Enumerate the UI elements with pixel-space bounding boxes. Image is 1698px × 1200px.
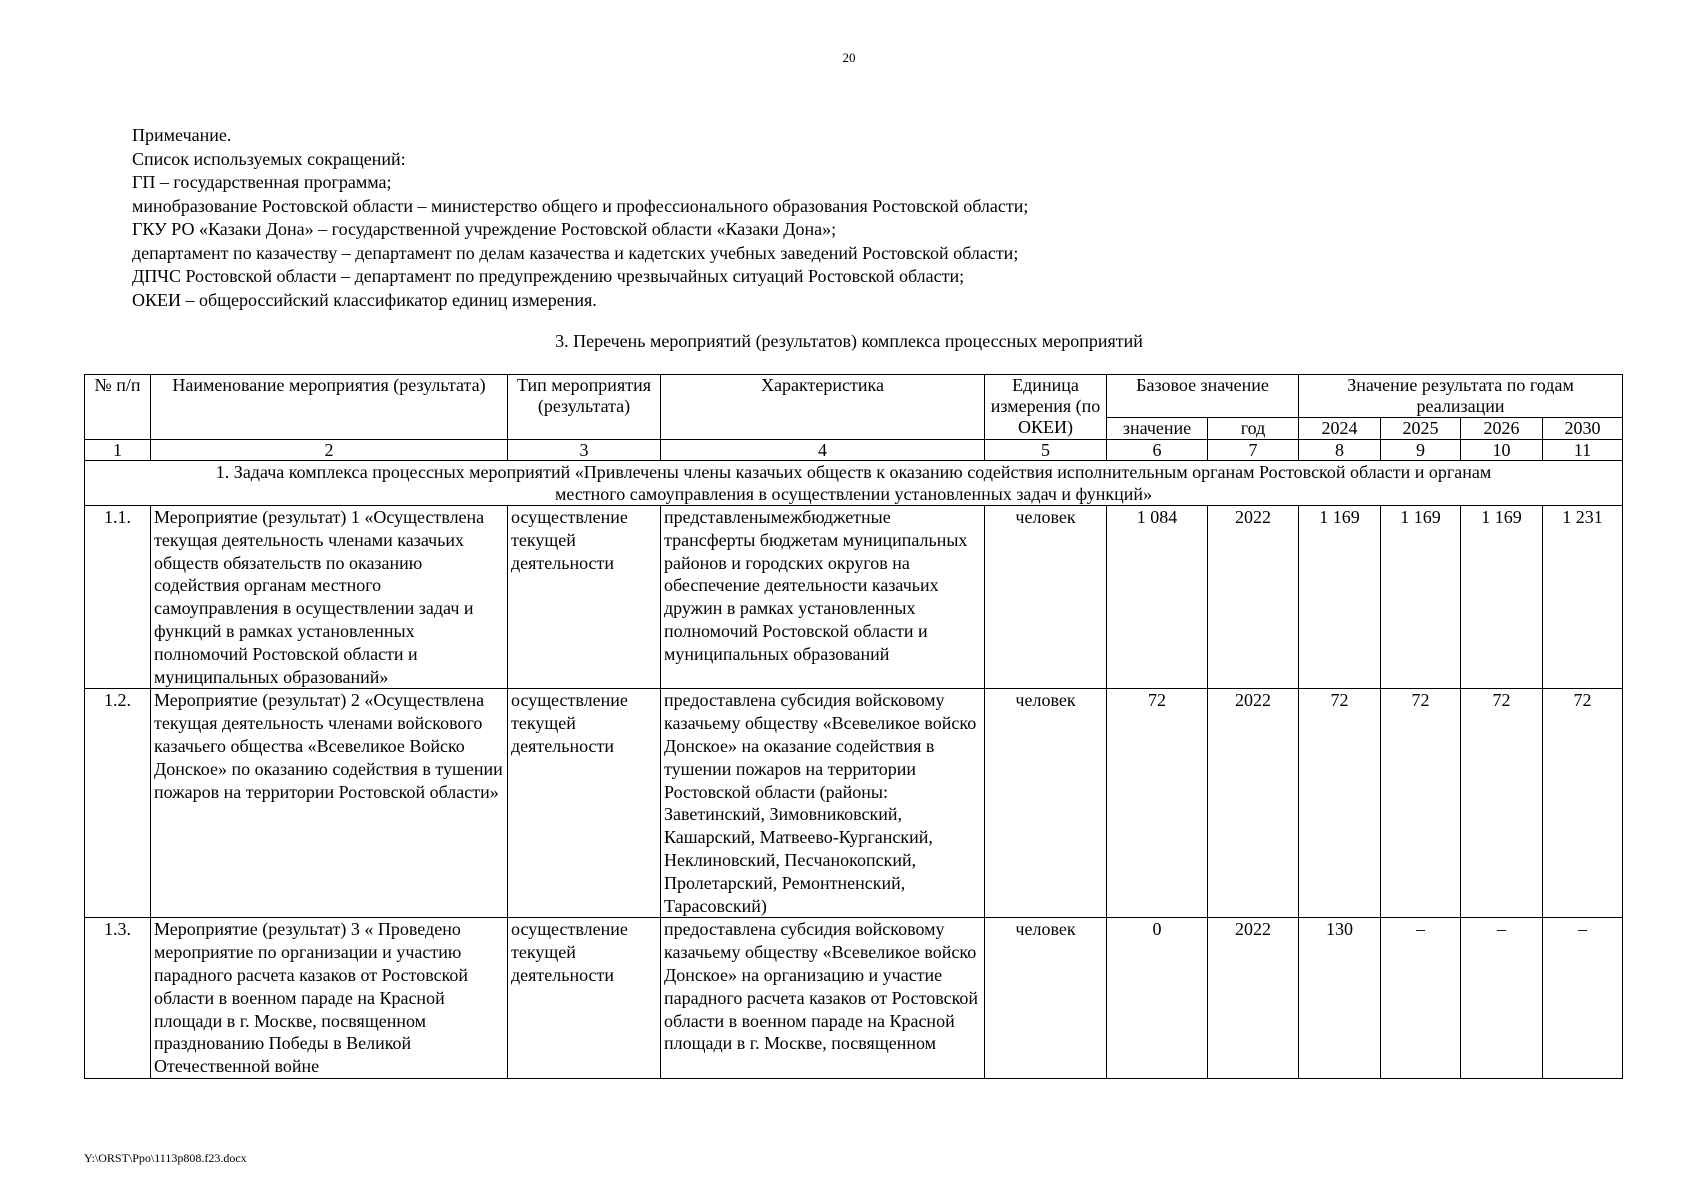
- row-value-2024: 130: [1299, 918, 1381, 1079]
- table-row: [85, 918, 1623, 1079]
- row-value-2026: 1 169: [1461, 506, 1543, 689]
- column-index: 1: [85, 440, 151, 461]
- notes-block: [132, 124, 1028, 312]
- row-value-2030: –: [1543, 918, 1623, 1079]
- column-index: 10: [1461, 440, 1543, 461]
- row-value-2024: 1 169: [1299, 506, 1381, 689]
- header-base: Базовое значение: [1107, 375, 1299, 418]
- row-base-year: 2022: [1208, 918, 1299, 1079]
- column-index: 3: [508, 440, 661, 461]
- header-result: Значение результата по годам реализации: [1299, 375, 1623, 418]
- row-value-2026: –: [1461, 918, 1543, 1079]
- abbreviation-item: минобразование Ростовской области – министерство общего и профессионального образования Ростовской области;: [132, 195, 1029, 216]
- column-index: 11: [1543, 440, 1623, 461]
- header-name: Наименование мероприятия (результата): [151, 375, 508, 440]
- header-unit: Единица измерения (по ОКЕИ): [985, 375, 1107, 440]
- abbreviation-item: ГКУ РО «Казаки Дона» – государственной учреждение Ростовской области «Казаки Дона»;: [132, 219, 837, 239]
- row-type: осуществление текущей деятельности: [508, 918, 661, 1079]
- abbreviation-item: ДПЧС Ростовской области – департамент по предупреждению чрезвычайных ситуаций Ростовской области;: [132, 266, 965, 286]
- row-unit: человек: [985, 506, 1107, 689]
- abbreviation-item: ГП – государственная программа;: [132, 172, 392, 192]
- activities-table: [84, 374, 1623, 1079]
- row-num: 1.1.: [85, 506, 151, 689]
- header-year-2026: 2026: [1461, 418, 1543, 440]
- abbreviations-title: Список используемых сокращений:: [132, 148, 406, 169]
- row-value-2025: 1 169: [1381, 506, 1461, 689]
- row-num: 1.3.: [85, 918, 151, 1079]
- row-base-value: 72: [1107, 689, 1208, 918]
- row-value-2030: 72: [1543, 689, 1623, 918]
- row-type: осуществление текущей деятельности: [508, 506, 661, 689]
- row-num: 1.2.: [85, 689, 151, 918]
- header-characteristic: Характеристика: [661, 375, 985, 440]
- row-unit: человек: [985, 918, 1107, 1079]
- column-index: 9: [1381, 440, 1461, 461]
- row-unit: человек: [985, 689, 1107, 918]
- row-name: Мероприятие (результат) 3 « Проведено мероприятие по организации и участию парадного расчета казаков от Ростовской области в военном параде на Красной площади в г. Москве, посвященном празднованию Победы в Великой Отечественной войне: [151, 918, 508, 1079]
- table-row: [85, 506, 1623, 689]
- row-value-2024: 72: [1299, 689, 1381, 918]
- abbreviation-item: департамент по казачеству – департамент по делам казачества и кадетских учебных заведений Ростовской области;: [132, 242, 1019, 263]
- header-type: Тип мероприятия (результата): [508, 375, 661, 440]
- column-index: 6: [1107, 440, 1208, 461]
- column-index: 8: [1299, 440, 1381, 461]
- header-base-value: значение: [1107, 418, 1208, 440]
- notes-heading: Примечание.: [132, 125, 232, 145]
- column-index: 2: [151, 440, 508, 461]
- row-name: Мероприятие (результат) 1 «Осуществлена текущая деятельность членами казачьих обществ обязательств по оказанию содействия органам местного самоуправления в осуществлении задач и функций в рамках установленных полномочий Ростовской области и муниципальных образований»: [151, 506, 508, 689]
- row-characteristic: представленымежбюджетные трансферты бюджетам муниципальных районов и городских округов на обеспечение деятельности казачьих дружин в рамках установленных полномочий Ростовской области и муниципальных образований: [661, 506, 985, 689]
- column-index: 5: [985, 440, 1107, 461]
- row-base-year: 2022: [1208, 506, 1299, 689]
- file-path: Y:\ORST\Ppo\1113p808.f23.docx: [84, 1151, 247, 1165]
- row-value-2030: 1 231: [1543, 506, 1623, 689]
- table-row: [85, 689, 1623, 918]
- section-title: 3. Перечень мероприятий (результатов) комплекса процессных мероприятий: [555, 331, 1143, 351]
- row-base-value: 0: [1107, 918, 1208, 1079]
- row-type: осуществление текущей деятельности: [508, 689, 661, 918]
- header-base-year: год: [1208, 418, 1299, 440]
- task-row: [85, 461, 1623, 506]
- row-base-value: 1 084: [1107, 506, 1208, 689]
- header-year-2024: 2024: [1299, 418, 1381, 440]
- header-year-2025: 2025: [1381, 418, 1461, 440]
- row-characteristic: предоставлена субсидия войсковому казачьему обществу «Всевеликое войско Донское» на оказание содействия в тушении пожаров на территории Ростовской области (районы: Заветинский, Зимовниковский, Кашарский, Матвеево-Курганский, Неклиновский, Песчанокопский, Пролетарский, Ремонтненский, Тарасовский): [661, 689, 985, 918]
- row-value-2026: 72: [1461, 689, 1543, 918]
- row-name: Мероприятие (результат) 2 «Осуществлена текущая деятельность членами войскового казачьего общества «Всевеликое Войско Донское» по оказанию содействия в тушении пожаров на территории Ростовской области»: [151, 689, 508, 918]
- row-characteristic: предоставлена субсидия войсковому казачьему обществу «Всевеликое войско Донское» на организацию и участие парадного расчета казаков от Ростовской области в военном параде на Красной площади в г. Москве, посвященном: [661, 918, 985, 1079]
- row-base-year: 2022: [1208, 689, 1299, 918]
- column-index-row: [85, 440, 1623, 461]
- row-value-2025: –: [1381, 918, 1461, 1079]
- column-index: 7: [1208, 440, 1299, 461]
- column-index: 4: [661, 440, 985, 461]
- header-year-2030: 2030: [1543, 418, 1623, 440]
- row-value-2025: 72: [1381, 689, 1461, 918]
- header-num: № п/п: [85, 375, 151, 440]
- page-number: 20: [842, 50, 856, 65]
- task-title: 1. Задача комплекса процессных мероприятий «Привлечены члены казачьих обществ к оказанию содействия исполнительным органам Ростовской области и органам местного самоуправления в осуществлении установленных задач и функций»: [85, 461, 1623, 506]
- abbreviation-item: ОКЕИ – общероссийский классификатор единиц измерения.: [132, 289, 597, 310]
